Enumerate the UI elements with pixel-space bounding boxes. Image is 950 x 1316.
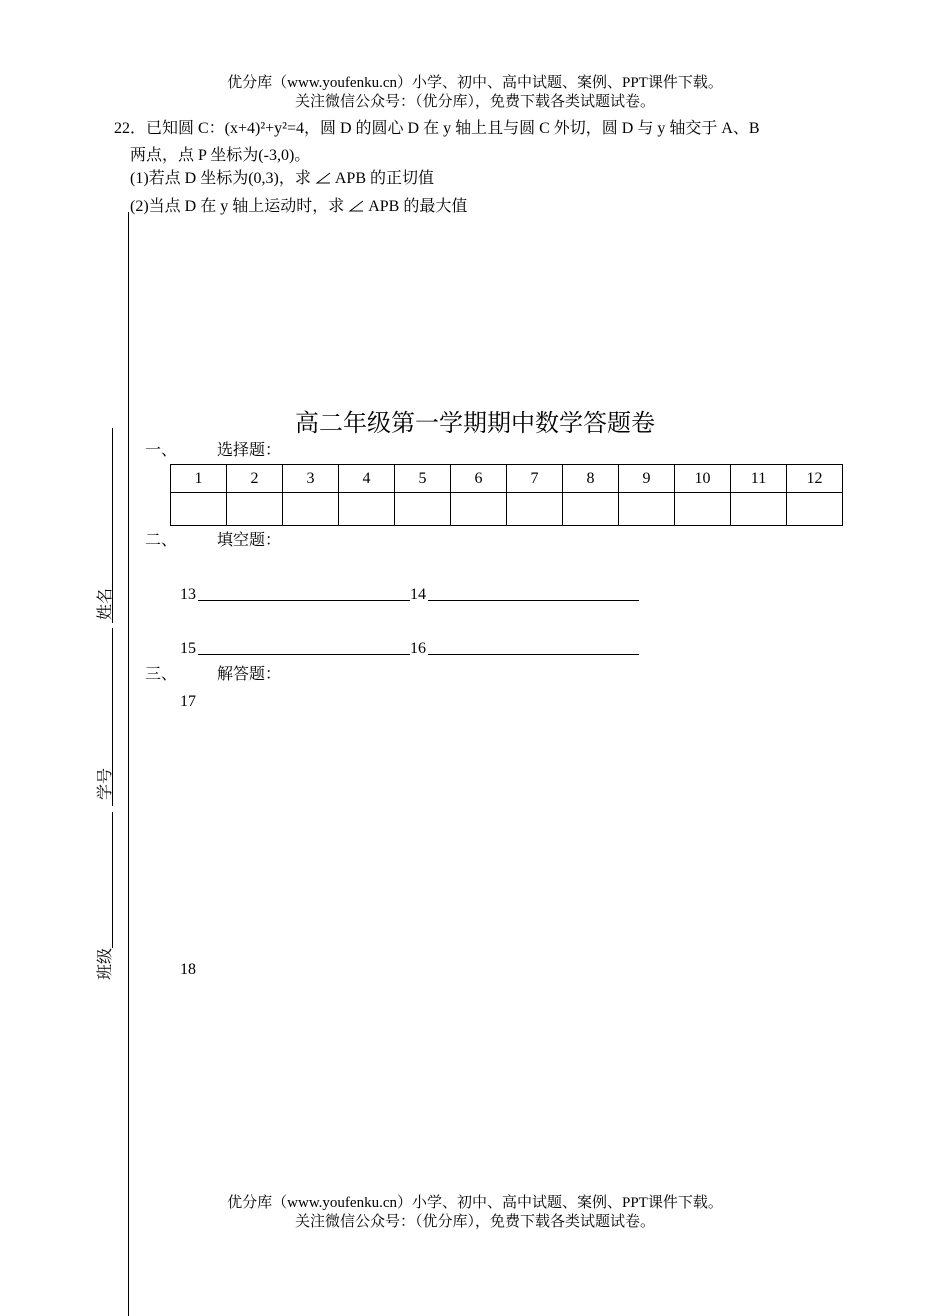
q22-part-1-after: APB 的正切值	[334, 170, 435, 187]
choice-answer-cell[interactable]	[339, 493, 395, 526]
choice-answer-row	[171, 493, 843, 526]
side-label-id: 学号	[97, 767, 114, 800]
choice-number-cell: 9	[619, 465, 675, 493]
q22-part-2-after: APB 的最大值	[368, 198, 468, 215]
q22-part-2	[130, 197, 467, 217]
choice-number-cell: 1	[171, 465, 227, 493]
section-2-heading	[145, 531, 281, 551]
answer-label-18: 18	[180, 961, 196, 978]
choice-answer-cell[interactable]	[451, 493, 507, 526]
choice-number-cell: 11	[731, 465, 787, 493]
choice-number-cell: 10	[675, 465, 731, 493]
choice-answer-cell[interactable]	[227, 493, 283, 526]
fill-blank-14[interactable]	[428, 600, 639, 601]
choice-number-cell: 6	[451, 465, 507, 493]
choice-number-cell: 2	[227, 465, 283, 493]
q22-line-1: 22．已知圆 C：(x+4)²+y²=4，圆 D 的圆心 D 在 y 轴上且与圆 C 外切，圆 D 与 y 轴交于 A、B	[114, 120, 760, 137]
section-1-label: 选择题：	[217, 442, 282, 459]
section-1-number: 一、	[145, 442, 178, 459]
section-1-heading	[145, 441, 281, 461]
fill-blank-16[interactable]	[428, 654, 639, 655]
side-label-name: 姓名	[97, 587, 114, 620]
page-title: 高二年级第一学期期中数学答题卷	[295, 411, 655, 437]
choice-answer-cell[interactable]	[563, 493, 619, 526]
q22-part-2-before: (2)当点 D 在 y 轴上运动时，求	[130, 198, 345, 215]
choice-answer-cell[interactable]	[731, 493, 787, 526]
fill-label-14: 14	[410, 586, 426, 603]
fill-label-15: 15	[180, 640, 196, 657]
binding-line	[128, 212, 129, 1316]
choice-answer-cell[interactable]	[619, 493, 675, 526]
angle-icon	[315, 171, 331, 185]
fill-label-13: 13	[180, 586, 196, 603]
choice-answer-table	[170, 464, 843, 526]
fill-blank-13[interactable]	[198, 600, 410, 601]
header-line-1: 优分库（www.youfenku.cn）小学、初中、高中试题、案例、PPT课件下载。	[227, 75, 723, 91]
q22-part-1-before: (1)若点 D 坐标为(0,3)，求	[130, 170, 311, 187]
footer-line-2: 关注微信公众号：（优分库），免费下载各类试题试卷。	[294, 1214, 655, 1230]
choice-answer-cell[interactable]	[395, 493, 451, 526]
choice-number-cell: 5	[395, 465, 451, 493]
class-underline	[112, 812, 113, 948]
choice-answer-cell[interactable]	[171, 493, 227, 526]
side-label-class: 班级	[97, 947, 114, 980]
angle-icon	[348, 199, 364, 213]
q22-part-1	[130, 169, 434, 189]
choice-number-cell: 12	[787, 465, 843, 493]
section-2-label: 填空题：	[217, 532, 282, 549]
section-3-heading	[145, 665, 281, 685]
choice-answer-cell[interactable]	[507, 493, 563, 526]
fill-label-16: 16	[410, 640, 426, 657]
footer-line-1: 优分库（www.youfenku.cn）小学、初中、高中试题、案例、PPT课件下载。	[227, 1195, 723, 1211]
answer-label-17: 17	[180, 693, 196, 710]
choice-number-row	[171, 465, 843, 493]
fill-blank-15[interactable]	[198, 654, 410, 655]
choice-answer-cell[interactable]	[283, 493, 339, 526]
choice-number-cell: 7	[507, 465, 563, 493]
choice-answer-cell[interactable]	[787, 493, 843, 526]
choice-number-cell: 8	[563, 465, 619, 493]
q22-line-2: 两点，点 P 坐标为(-3,0)。	[130, 147, 311, 164]
section-2-number: 二、	[145, 532, 178, 549]
choice-answer-cell[interactable]	[675, 493, 731, 526]
section-3-label: 解答题：	[217, 666, 282, 683]
section-3-number: 三、	[145, 666, 178, 683]
choice-number-cell: 3	[283, 465, 339, 493]
header-line-2: 关注微信公众号：（优分库），免费下载各类试题试卷。	[294, 94, 655, 110]
choice-number-cell: 4	[339, 465, 395, 493]
